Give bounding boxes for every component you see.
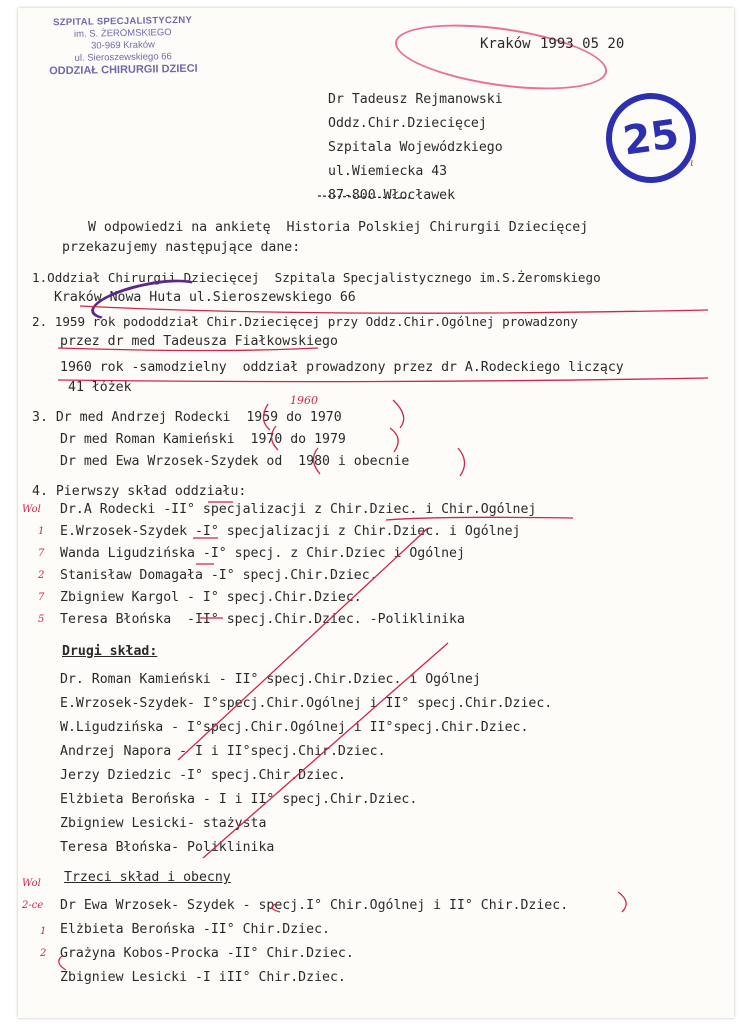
staff-line: Grażyna Kobos-Procka -II° Chir.Dziec. (60, 946, 354, 961)
stamp-line: ul. Sieroszewskiego 66 (74, 51, 172, 64)
margin-note: 2-ce (22, 900, 44, 911)
item2-line: 1960 rok -samodzielny oddział prowadzony przez dr A.Rodeckiego liczący (60, 360, 624, 375)
staff-line: Stanisław Domagała -I° specj.Chir.Dziec. (60, 568, 378, 583)
item2-line: 41 łóżek (68, 380, 132, 395)
staff-line: W.Ligudzińska - I°specj.Chir.Ogólnej i II°specj.Chir.Dziec. (60, 720, 529, 735)
letter-page (18, 8, 734, 1018)
margin-note: 2 (38, 570, 45, 581)
margin-note: 1 (40, 926, 47, 937)
staff-line: E.Wrzosek-Szydek -I° specjalizacji z Chir.Dziec. i Ogólnej (60, 524, 521, 539)
recipient-line: ul.Wiemiecka 43 (328, 164, 448, 179)
date-city: Kraków (480, 36, 531, 52)
staff-line: E.Wrzosek-Szydek- I°specj.Chir.Ogólnej i II° specj.Chir.Dziec. (60, 696, 553, 711)
intro-line: W odpowiedzi na ankietę Historia Polskiej Chirurgii Dziecięcej (88, 220, 589, 235)
margin-note: Wol (22, 878, 41, 889)
staff-line: Wanda Ligudzińska -I° specj. z Chir.Dziec i Ogólnej (60, 546, 465, 561)
stamp-line: SZPITAL SPECJALISTYCZNY (52, 14, 193, 29)
item3-line: Dr med Roman Kamieński 1970 do 1979 (60, 432, 346, 447)
item1-line: Kraków-Nowa Huta ul.Sieroszewskiego 66 (54, 290, 356, 305)
recipient-line: Szpitala Wojewódzkiego (328, 140, 503, 155)
margin-tick: ι (690, 158, 694, 169)
recipient-line: Dr Tadeusz Rejmanowski (328, 92, 503, 107)
item2-line: 2. 1959 rok pododdział Chir.Dziecięcej przy Oddz.Chir.Ogólnej prowadzony (32, 314, 578, 329)
margin-note: 7 (38, 592, 45, 603)
staff-line: Dr Ewa Wrzosek- Szydek - specj.I° Chir.Ogólnej i II° Chir.Dziec. (60, 898, 569, 913)
staff-line: Elżbieta Berońska -II° Chir.Dziec. (60, 922, 330, 937)
item3-line: Dr med Ewa Wrzosek-Szydek od 1980 i obecnie (60, 454, 410, 469)
third-heading: Trzeci skład i obecny (64, 870, 231, 885)
staff-line: Elżbieta Berońska - I i II° specj.Chir.Dziec. (60, 792, 418, 807)
circled-number: 25 (600, 87, 702, 189)
staff-line: Zbigniew Lesicki -I iII° Chir.Dziec. (60, 970, 346, 985)
item2-line: przez dr med Tadeusza Fiałkowskiego (60, 334, 338, 349)
date-value: 1993 05 20 (540, 36, 625, 52)
stamp-line: 30-969 Kraków (90, 39, 156, 52)
recipient-line: 87-800 Włocławek (328, 188, 456, 203)
staff-line: Dr.A Rodecki -II° specjalizacji z Chir.Dziec. i Chir.Ogólnej (60, 502, 537, 517)
staff-line: Jerzy Dziedzic -I° specj.Chir.Dziec. (60, 768, 346, 783)
item3-line: 3. Dr med Andrzej Rodecki 1959 do 1970 (32, 410, 342, 425)
item1-line: 1.Oddział Chirurgii Dziecięcej Szpitala Specjalistycznego im.S.Żeromskiego (32, 270, 601, 285)
second-heading: Drugi skład: (62, 644, 158, 659)
staff-line: Andrzej Napora - I i II°specj.Chir.Dziec. (60, 744, 386, 759)
margin-note: 5 (38, 614, 45, 625)
margin-note: 7 (38, 548, 45, 559)
stamp-line: ODDZIAŁ CHIRURGII DZIECI (49, 62, 198, 78)
staff-line: Zbigniew Kargol - I° specj.Chir.Dziec. (60, 590, 362, 605)
stamp-line: im. S. ŻEROMSKIEGO (73, 27, 172, 40)
annotation-marks (18, 8, 734, 1018)
intro-line: przekazujemy następujące dane: (62, 240, 301, 255)
item4-heading: 4. Pierwszy skład oddziału: (32, 484, 247, 499)
margin-note: 1 (38, 526, 45, 537)
handwritten-correction: 1960 (290, 394, 318, 407)
staff-line: Teresa Błońska- Poliklinika (60, 840, 275, 855)
margin-note: Wol (22, 504, 41, 515)
staff-line: Teresa Błońska -II° specj.Chir.Dziec. -Poliklinika (60, 612, 465, 627)
staff-line: Dr. Roman Kamieński - II° specj.Chir.Dziec. i Ogólnej (60, 672, 481, 687)
margin-note: 2 (40, 948, 47, 959)
recipient-line: Oddz.Chir.Dziecięcej (328, 116, 487, 131)
staff-line: Zbigniew Lesicki- stażysta (60, 816, 267, 831)
